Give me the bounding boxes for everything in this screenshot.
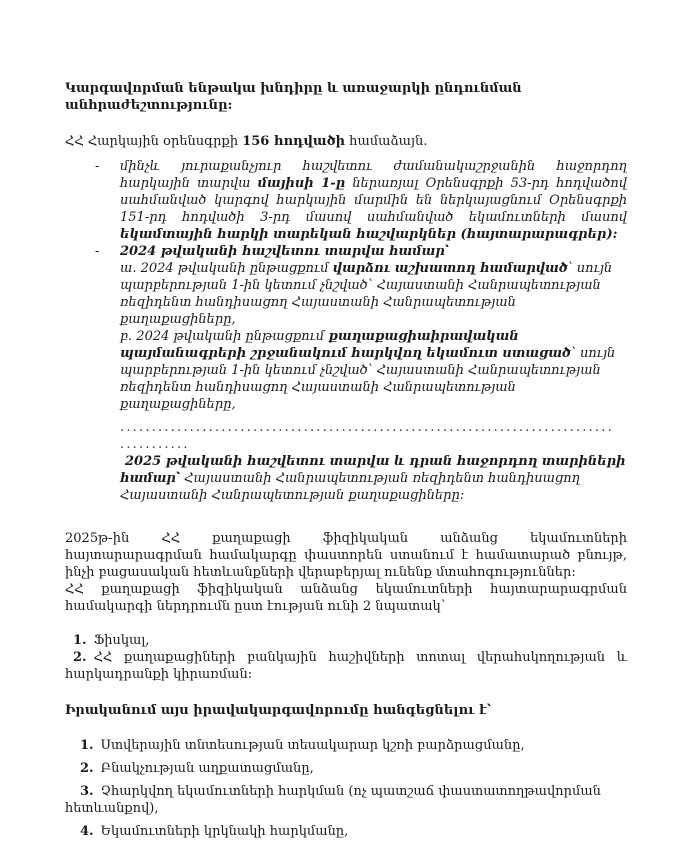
list-item-consequence-3 [65, 783, 627, 817]
bullet1-text-cont: ներառյալ Օրենսգրքի 53-րդ հոդվածով սահմանված կարգով հարկային մարմին են ներկայացնում Օրենսգրքի 151-րդ հոդվածի 3-րդ մասով սահմանված եկամուտների մասով [120, 176, 627, 225]
bullet1-text: մինչև յուրաքանչյուր հաշվետու ժամանակաշրջանին հաջորդող հարկային տարվա [120, 159, 627, 191]
list-text: Ֆիսկալ, [93, 633, 150, 648]
paragraph-two-goals: ՀՀ քաղաքացի ֆիզիկական անձանց եկամուտների հայտարարագրման համակարգի ներդրումն ըստ էության ունի 2 նպատակ՝ [65, 582, 627, 614]
intro-text-pre: ՀՀ Հարկային օրենսգրքի [65, 134, 243, 149]
bullet2-title: 2024 թվականի հաշվետու տարվա համար՝ [120, 244, 449, 259]
sub-item-b [120, 328, 627, 413]
sub-a-text-cont: ՝ սույն պարբերության 1-ին կետում չնշված՝ Հայաստանի Հանրապետության ռեզիդենտ հանդիսացող Հայաստանի Հանրապետության քաղաքացիները, [120, 261, 613, 327]
intro-text-post: համաձայն. [345, 134, 428, 149]
intro-paragraph [65, 133, 627, 150]
list-item-consequence-2 [65, 760, 627, 777]
list-text: ՀՀ քաղաքացիների բանկային հաշիվների տոտալ վերահսկողության և հարկադրանքի կիրառման: [65, 650, 627, 682]
paragraph-declaration-system: 2025թ-ին ՀՀ քաղաքացի ֆիզիկական անձանց եկամուտների հայտարարագրման համակարգը փաստորեն ստանում է համատարած բնույթ, ինչի բացասական հետևանքների վերաբերյալ ունենք մտահոգություններ: [65, 531, 627, 580]
sub-b-text: բ. 2024 թվականի ընթացքում [120, 329, 329, 344]
list-item-goal-2 [65, 649, 627, 683]
sub-a-bold: վարձու աշխատող համարված [332, 261, 568, 276]
sub-a-text: ա. 2024 թվականի ընթացքում [120, 261, 333, 276]
list-text: Չհարկվող եկամուտների հարկման (ոչ պատշաճ փաստատողթավորման հետևանքով), [65, 784, 601, 816]
consequences-heading: Իրականում այս իրավակարգավորումը հանգեցնելու է՝ [65, 703, 492, 718]
list-text: Ստվերային տնտեսության տեսակարար կշռի բարձրացմանը, [100, 738, 525, 753]
dash-marker: - [95, 244, 100, 259]
sub-2025-text: Հայաստանի Հանրապետության ռեզիդենտ հանդիսացող Հայաստանի Հանրապետության քաղաքացիները: [120, 471, 580, 503]
sub-item-a [120, 260, 627, 328]
dotted-line-2: ........... [120, 437, 190, 452]
list-text: Բնակչության աղքատացմանը, [100, 761, 314, 776]
sub-2025-title: 2025 թվականի հաշվետու տարվա և դրան հաջորդող տարիների համար՝ [120, 454, 626, 486]
consequences-list [65, 737, 627, 840]
sub-b-text-cont: ՝ սույն պարբերության 1-ին կետում չնշված՝ Հայաստանի Հանրապետության ռեզիդենտ հանդիսացող Հայաստանի Հանրապետության քաղաքացիները, [120, 346, 616, 412]
goals-list [65, 632, 627, 683]
list-item-consequence-4 [65, 823, 627, 840]
dotted-line-1: .............................................................................. [120, 420, 614, 435]
bullet1-bold-date: մայիսի 1-ը [257, 176, 346, 191]
list-number: 2. [80, 761, 94, 776]
list-number: 2. [73, 650, 87, 665]
bullet1-bold-returns: եկամտային հարկի տարեկան հաշվարկներ (հայտարարագրեր): [120, 227, 618, 242]
list-text: Եկամուտների կրկնակի հարկմանը, [100, 824, 349, 839]
list-item-consequence-1 [65, 737, 627, 754]
bullet-item-annual-returns [65, 158, 627, 243]
list-number: 1. [73, 633, 87, 648]
sub-b-bold: քաղաքացիաիրավական պայմանագրերի շրջանակում հարկվող եկամուտ ստացած [120, 329, 572, 361]
sub-item-2025 [120, 453, 627, 504]
dash-marker: - [95, 159, 100, 174]
list-item-goal-1 [65, 632, 627, 649]
bullet-item-2024 [65, 243, 627, 260]
list-number: 4. [80, 824, 94, 839]
list-number: 3. [80, 784, 94, 799]
intro-article-reference: 156 հոդվածի [242, 134, 346, 149]
list-number: 1. [80, 738, 94, 753]
section-heading: Կարգավորման ենթակա խնդիրը և առաջարկի ընդունման անհրաժեշտությունը: [65, 81, 522, 113]
